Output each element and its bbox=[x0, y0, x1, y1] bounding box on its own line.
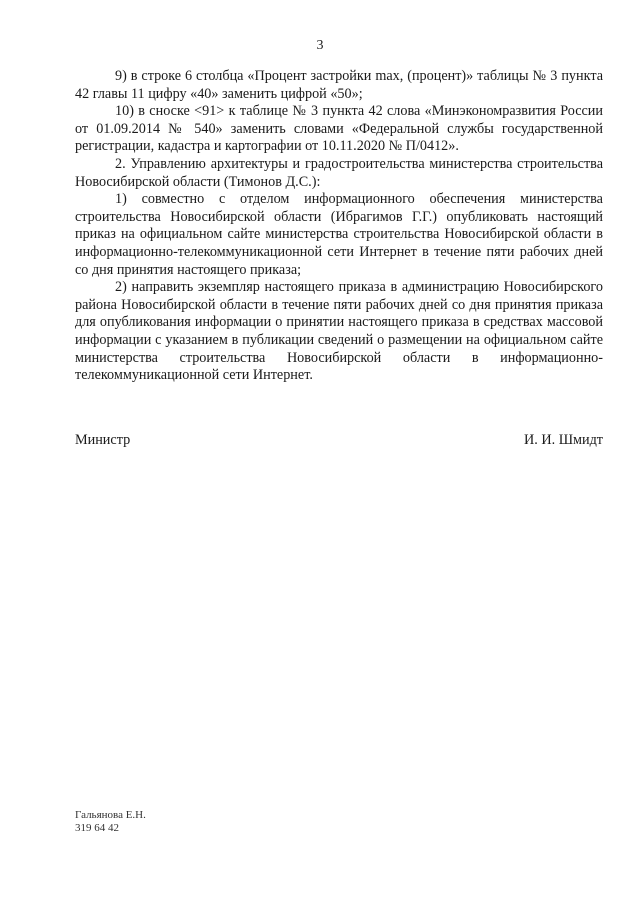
paragraph-item-9: 9) в строке 6 столбца «Процент застройки max, (процент)» таблицы № 3 пункта 42 главы 11 цифру «40» заменить цифрой «50»; bbox=[75, 68, 603, 102]
paragraph-section-2: 2. Управлению архитектуры и градостроительства министерства строительства Новосибирской области (Тимонов Д.С.): bbox=[75, 155, 603, 190]
paragraph-item-10: 10) в сноске <91> к таблице № 3 пункта 42 слова «Минэкономразвития России от 01.09.2014 № 540» заменить словами «Федеральной службы государственной регистрации, кадастра и картографии от 10.11.2020 № П/0412». bbox=[75, 103, 603, 155]
executor-name: Гальянова Е.Н. bbox=[75, 809, 146, 821]
paragraph-subitem-2: 2) направить экземпляр настоящего приказа в администрацию Новосибирского района Новосибирской области в течение пяти рабочих дней со дня принятия приказа для опубликования информации о принятии настоящего приказа в средствах массовой информации с указанием в публикации сведений о размещении на официальном сайте министерства строительства Новосибирской области в информационно-телекоммуникационной сети Интернет. bbox=[75, 279, 603, 384]
document-body bbox=[75, 68, 603, 385]
executor-footer bbox=[75, 809, 146, 835]
signature-block bbox=[75, 432, 603, 450]
signature-name: И. И. Шмидт bbox=[524, 432, 603, 448]
signature-position: Министр bbox=[75, 432, 131, 448]
paragraph-subitem-1: 1) совместно с отделом информационного обеспечения министерства строительства Новосибирской области (Ибрагимов Г.Г.) опубликовать настоящий приказ на официальном сайте министерства строительства Новосибирской области в информационно-телекоммуникационной сети Интернет в течение пяти рабочих дней со дня принятия настоящего приказа; bbox=[75, 191, 603, 278]
page-number: 3 bbox=[316, 38, 324, 53]
executor-phone: 319 64 42 bbox=[75, 822, 119, 834]
